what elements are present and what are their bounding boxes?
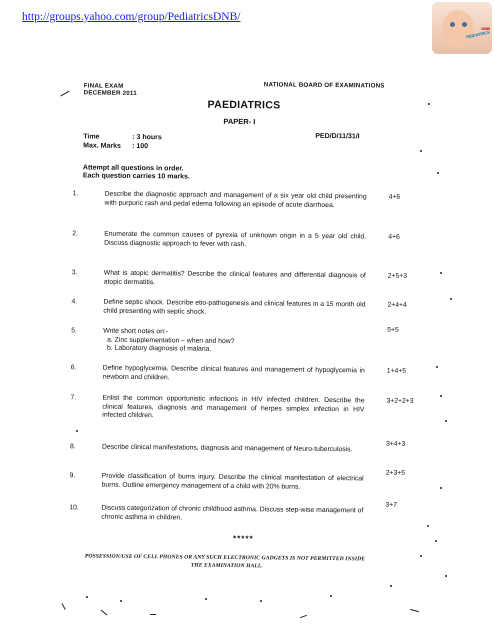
question-marks: 3+7 [385,501,397,509]
logo-eye [462,22,467,27]
scan-mark [445,420,447,422]
scan-mark [86,596,88,598]
question-marks: 4+6 [388,233,400,241]
question-number: 8. [69,443,76,451]
scan-mark [450,298,452,300]
question-marks: 4+6 [388,193,401,201]
question-stem: Write short notes on:- [103,327,169,336]
question-marks: 2+4+4 [387,301,407,309]
question-number: 9. [69,472,76,480]
question-text: Enumerate the common causes of pyrexia of unknown origin in a 5 year old child. Discuss diagnostic approach to fever with rash. [104,230,367,248]
session-label: DECEMBER 2011 [83,89,137,97]
question-marks: 2+3+5 [385,469,406,477]
question-text: What is atopic dermatitis? Describe the clinical features and differential diagnosis of atopic dermatitis. [103,269,366,286]
baby-face-image [442,10,474,48]
group-link[interactable]: http://groups.yahoo.com/group/PediatricsDNB/ [22,11,241,23]
scan-mark [427,525,429,527]
marks-label: Max. Marks [83,142,121,150]
sub-question: b. Laboratory diagnosis of malaria. [106,344,212,353]
question-number: 1. [72,190,79,198]
question-item [42,298,462,316]
question-text: Describe clinical manifestations, diagnosis and management of Neuro-tuberculosis. [101,443,353,454]
scan-mark [440,395,442,397]
sub-question: a. Zinc supplementation – when and how? [107,336,235,345]
scan-mark [330,595,332,597]
scan-mark [435,540,437,542]
question-text: Define hypoglycemia. Describe clinical features and management of hypoglycemia in newborn and children. [102,364,365,381]
question-item [40,440,460,454]
paper-label: PAPER- I [223,116,256,127]
scan-mark [420,555,422,557]
scan-mark [260,600,262,602]
question-marks: 3+4+3 [386,440,406,448]
scan-mark [445,575,447,577]
scan-mark [390,585,392,587]
logo-text: PEDIATRICS [465,29,491,40]
question-number: 6. [70,364,77,372]
question-text: Discuss categorization of chronic childhood asthma. Discuss step-wise management of chronic asthma in children. [101,504,364,522]
question-text: Describe the diagnostic approach and management of a six year old child presenting with purpuric rash and pedal edema following an episode of acute diarrhoea. [104,190,367,209]
scan-mark [440,487,442,489]
instruction-line: Each question carries 10 marks. [82,172,190,181]
scan-mark [150,614,156,615]
exam-label: FINAL EXAM [83,82,124,90]
footer-notice: POSSESSION/USE OF CELL PHONES OR ANY SUCH ELECTRONIC GADGETS IS NOT PERMITTED INSIDE [84,553,366,563]
scan-mark [428,103,430,105]
question-text [103,328,365,357]
board-name: NATIONAL BOARD OF EXAMINATIONS [263,81,385,90]
question-marks: 2+5+3 [387,272,408,280]
scan-mark [205,598,207,600]
logo-eye [450,22,455,27]
question-item [41,326,461,353]
scan-mark [436,366,438,368]
logo-text: DNB [481,26,490,31]
question-text: Enlist the common opportunistic infections in HIV infected children. Describe the clinical features, diagnosis and management of herpes simplex infection in HIV infected children. [102,394,365,420]
pediatrics-logo [432,2,492,54]
question-item [42,230,462,248]
marks-value: : 100 [132,142,149,151]
question-item [43,190,463,209]
end-marker: ***** [232,534,254,544]
scan-mark [437,172,439,174]
time-label: Time [83,133,100,141]
question-number: 2. [72,230,78,238]
footer-notice: THE EXAMINATION HALL. [190,562,263,570]
question-item [39,501,459,522]
question-item [42,269,462,286]
question-text: Define septic shock. Describe etio-pathogenesis and clinical features in a 15 month old child presenting with septic shock. [103,298,366,316]
question-number: 3. [71,269,78,277]
scan-mark [76,430,78,432]
question-item [40,469,460,491]
paper-code: PED/D/11/31/I [315,132,360,141]
question-item [41,394,461,420]
scan-mark [440,272,442,274]
subject-title: PAEDIATRICS [207,98,281,112]
question-text: Provide classification of burns injury. Describe the clinical manifestation of electrical burns. Outline emergency management of a child with 20% burns. [101,472,364,491]
question-number: 4. [71,298,78,306]
question-number: 7. [70,394,77,402]
scan-mark [420,150,422,152]
question-item [41,364,461,381]
instruction-line: Attempt all questions in order. [82,164,184,173]
question-number: 10. [69,504,79,512]
question-marks: 3+2+2+3 [386,397,414,405]
question-marks: 5+5 [387,326,399,334]
time-value: : 3 hours [132,133,162,142]
question-number: 5. [71,327,77,335]
exam-paper [38,64,464,638]
question-marks: 1+4+5 [386,367,407,375]
scan-mark [120,600,122,602]
